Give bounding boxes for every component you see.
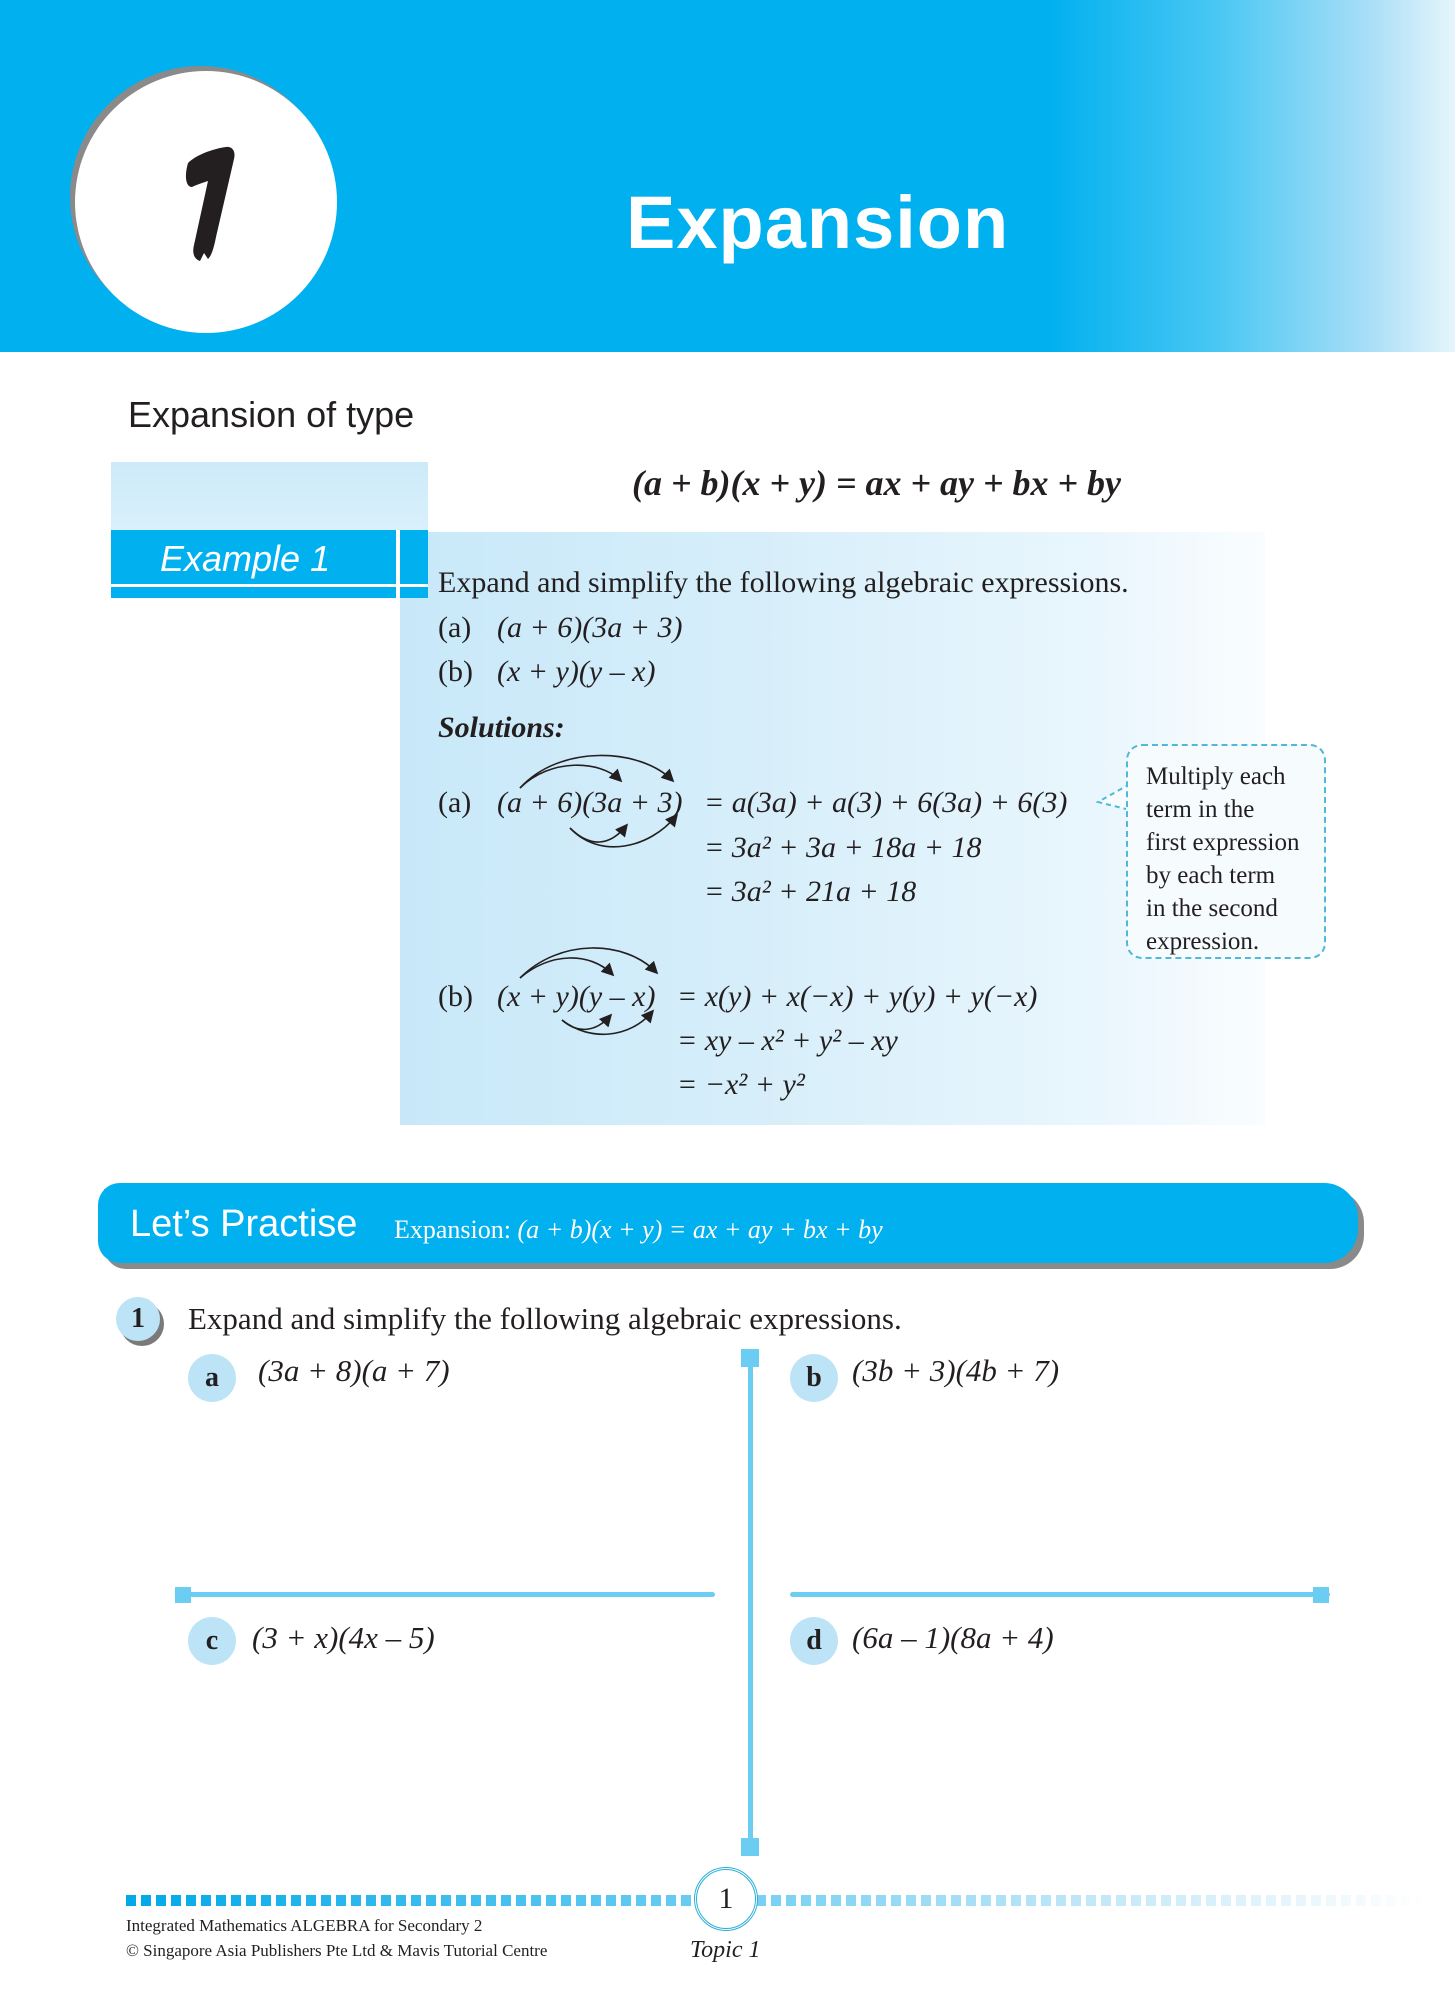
example-instruction: Expand and simplify the following algebraic expressions. bbox=[438, 566, 1129, 599]
callout-pointer-icon bbox=[1096, 782, 1130, 812]
example-question-a-expr: (a + 6)(3a + 3) bbox=[497, 611, 683, 644]
part-d-expression: (6a – 1)(8a + 4) bbox=[852, 1620, 1054, 1655]
divider-right-cap bbox=[1313, 1587, 1329, 1603]
chapter-title: Expansion bbox=[626, 181, 1010, 264]
part-b-bubble: b bbox=[790, 1354, 838, 1402]
footer-dash-row bbox=[126, 1895, 1426, 1906]
callout-line: in the second bbox=[1146, 895, 1278, 922]
solution-a-label: (a) bbox=[438, 786, 472, 819]
horizontal-divider-right bbox=[790, 1592, 1330, 1597]
horizontal-divider-left bbox=[175, 1592, 715, 1597]
example-question-b-expr: (x + y)(y – x) bbox=[497, 655, 656, 688]
callout-line: term in the bbox=[1146, 796, 1255, 823]
solution-b-step-1: = x(y) + x(−x) + y(y) + y(−x) bbox=[677, 980, 1038, 1013]
vertical-divider bbox=[748, 1358, 753, 1846]
practise-banner-title: Let’s Practise bbox=[130, 1203, 358, 1245]
footer-topic: Topic 1 bbox=[690, 1937, 761, 1963]
example-bar-tab-divider bbox=[400, 584, 428, 587]
callout-line: expression. bbox=[1146, 928, 1260, 955]
footer-book-title: Integrated Mathematics ALGEBRA for Secondary 2 bbox=[126, 1916, 483, 1935]
solution-a-step-2: = 3a² + 3a + 18a + 18 bbox=[704, 831, 982, 864]
solution-b-step-2: = xy – x² + y² – xy bbox=[677, 1024, 898, 1057]
practise-banner-subtitle bbox=[394, 1210, 883, 1250]
callout-line: by each term bbox=[1146, 862, 1276, 889]
example-bar-tab bbox=[400, 530, 428, 598]
part-c-bubble: c bbox=[188, 1617, 236, 1665]
expansion-formula: (a + b)(x + y) = ax + ay + bx + by bbox=[632, 463, 1121, 503]
question-text: Expand and simplify the following algebraic expressions. bbox=[188, 1301, 902, 1336]
footer-copyright: © Singapore Asia Publishers Pte Ltd & Mavis Tutorial Centre bbox=[126, 1941, 548, 1960]
part-a-expression: (3a + 8)(a + 7) bbox=[258, 1353, 450, 1388]
solutions-heading: Solutions: bbox=[438, 711, 565, 744]
page-number: 1 bbox=[694, 1867, 758, 1931]
solution-b-label: (b) bbox=[438, 980, 473, 1013]
question-number-bubble: 1 bbox=[116, 1297, 160, 1341]
callout-line: first expression bbox=[1146, 829, 1300, 856]
practise-subtitle-label: Expansion: bbox=[394, 1215, 511, 1244]
solution-a-step-1: = a(3a) + a(3) + 6(3a) + 6(3) bbox=[704, 786, 1068, 819]
part-c-expression: (3 + x)(4x – 5) bbox=[252, 1620, 435, 1655]
solution-a-step-3: = 3a² + 21a + 18 bbox=[704, 875, 917, 908]
solution-b-lhs: (x + y)(y – x) bbox=[497, 980, 656, 1013]
solution-b-step-3: = −x² + y² bbox=[677, 1068, 805, 1101]
example-question-a-label: (a) bbox=[438, 611, 472, 644]
callout-line: Multiply each bbox=[1146, 763, 1286, 790]
callout-note bbox=[1126, 744, 1326, 959]
part-b-expression: (3b + 3)(4b + 7) bbox=[852, 1353, 1060, 1388]
example-question-b-label: (b) bbox=[438, 655, 473, 688]
part-d-bubble: d bbox=[790, 1617, 838, 1665]
part-a-bubble: a bbox=[188, 1354, 236, 1402]
example-label-backdrop bbox=[111, 462, 428, 530]
example-label: Example 1 bbox=[160, 538, 331, 579]
chapter-number bbox=[75, 71, 337, 333]
divider-bottom-cap bbox=[741, 1838, 759, 1856]
section-heading: Expansion of type bbox=[128, 394, 415, 435]
solution-a-lhs: (a + 6)(3a + 3) bbox=[497, 786, 683, 819]
practise-subtitle-formula: (a + b)(x + y) = ax + ay + bx + by bbox=[517, 1215, 883, 1244]
example-bar-divider bbox=[111, 584, 396, 587]
chapter-number-glyph-icon bbox=[166, 137, 246, 267]
